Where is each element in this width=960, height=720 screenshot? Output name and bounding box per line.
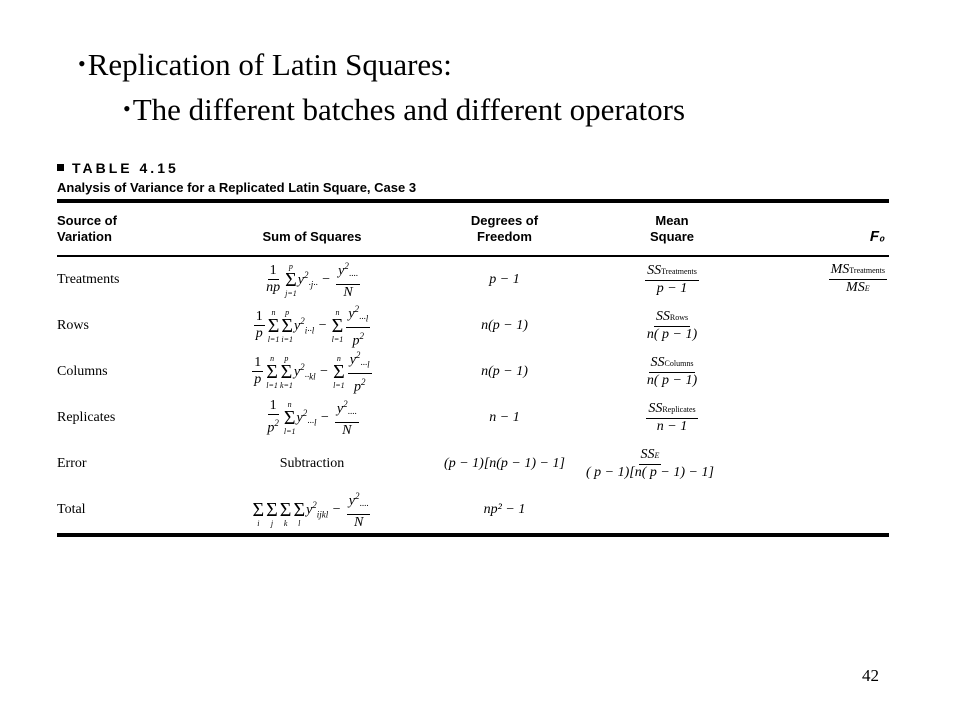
header-source-line1: Source of: [57, 213, 117, 228]
f0-rows-empty: [752, 303, 889, 349]
header-ms-line2: Square: [649, 229, 695, 244]
table-label: [57, 160, 889, 176]
table-body: [57, 257, 889, 533]
header-ms-line1: Mean: [655, 213, 689, 228]
row-source-columns: Columns: [57, 363, 108, 379]
table-header-row: [57, 203, 889, 255]
header-source: [57, 203, 207, 255]
header-mean-square: [592, 203, 752, 255]
square-bullet-icon: [57, 164, 64, 171]
f0-columns-empty: [752, 349, 889, 395]
header-degrees-of-freedom: [417, 203, 592, 255]
header-df-line1: Degrees of: [470, 213, 539, 228]
table-label-text: TABLE 4.15: [72, 160, 179, 176]
header-f0: [752, 203, 889, 255]
bottom-rule: [57, 533, 889, 537]
row-df-error: (p − 1)[n(p − 1) − 1]: [444, 455, 565, 471]
row-source-replicates: Replicates: [57, 409, 116, 425]
f0-treatments-formula: $\frac{\text{MSTreatments}}{\text{MSE}}$: [830, 262, 885, 295]
ms-rows-formula: $\frac{\text{SSRows}}{n( p - 1)}$: [646, 308, 698, 342]
ss-columns-formula: $\frac{1}{p}$ n Σ l=1 p Σ k=1 $y^2_{\cdot\cdot kl}$ − n Σ l=1 $\frac{y^2_{\cdot\cdot\cdot l}}{p^2}$: [254, 350, 370, 395]
row-df-columns: n(p − 1): [481, 363, 528, 379]
header-ss-text: Sum of Squares: [262, 229, 362, 244]
f0-total-empty: [752, 487, 889, 533]
f0-error-empty: [752, 441, 889, 487]
ms-replicates-formula: $\frac{\text{SSReplicates}}{n - 1}$: [648, 400, 696, 434]
row-df-total: np² − 1: [483, 501, 526, 517]
header-f0-text: F₀: [869, 228, 885, 245]
ss-treatments-formula: $\frac{1}{np}$ p Σ j=1 $y^2_{\cdot j\cdot\cdot}$ − $\frac{y^2_{\cdot\cdot\cdot\cdot}}{N}$: [266, 261, 358, 300]
ms-total-empty: [592, 487, 752, 533]
anova-table: [57, 160, 889, 537]
row-df-replicates: n − 1: [489, 409, 520, 425]
ms-error-formula: $\frac{\text{SSE}}{( p - 1)[n( p - 1) - 1]}$: [586, 446, 714, 480]
bullet-level-2: •The different batches and different operators: [123, 92, 686, 127]
ss-replicates-formula: $\frac{1}{p^2}$ n Σ l=1 $y^2_{\cdot\cdot\cdot l}$ − $\frac{y^2_{\cdot\cdot\cdot\cdot}}{N}$: [267, 398, 357, 438]
ms-treatments-formula: $\frac{\text{SSTreatments}}{p - 1}$: [647, 262, 697, 296]
row-source-error: Error: [57, 455, 87, 471]
row-source-rows: Rows: [57, 317, 89, 333]
slide-bullets: [78, 42, 685, 132]
ss-rows-formula: $\frac{1}{p}$ n Σ l=1 p Σ i=1 $y^2_{i\cdot\cdot l}$ − n Σ l=1 $\frac{y^2_{\cdot\cdot\cdot l}}{p^2}$: [255, 304, 369, 349]
page-number: 42: [862, 666, 879, 685]
row-df-treatments: p − 1: [489, 271, 520, 287]
bullet-level-2-text: The different batches and different operators: [132, 92, 686, 127]
bullet-level-1: •Replication of Latin Squares:: [78, 47, 452, 82]
header-source-line2: Variation: [57, 229, 112, 244]
ss-total-formula: Σ i Σ j Σ k Σ l $y^2_{ijkl}$ − $\frac{y^2_{\cdot\cdot\cdot\cdot}}{N}$: [252, 491, 369, 530]
header-sum-of-squares: [207, 203, 417, 255]
row-ss-error: Subtraction: [279, 455, 345, 471]
f0-replicates-empty: [752, 395, 889, 441]
row-df-rows: n(p − 1): [481, 317, 528, 333]
ms-columns-formula: $\frac{\text{SSColumns}}{n( p - 1)}$: [646, 354, 698, 388]
row-source-total: Total: [57, 501, 86, 517]
header-df-line2: Freedom: [477, 229, 532, 244]
row-source-treatments: Treatments: [57, 271, 120, 287]
bullet-level-1-text: Replication of Latin Squares:: [87, 47, 452, 82]
table-caption: Analysis of Variance for a Replicated Latin Square, Case 3: [57, 180, 417, 195]
